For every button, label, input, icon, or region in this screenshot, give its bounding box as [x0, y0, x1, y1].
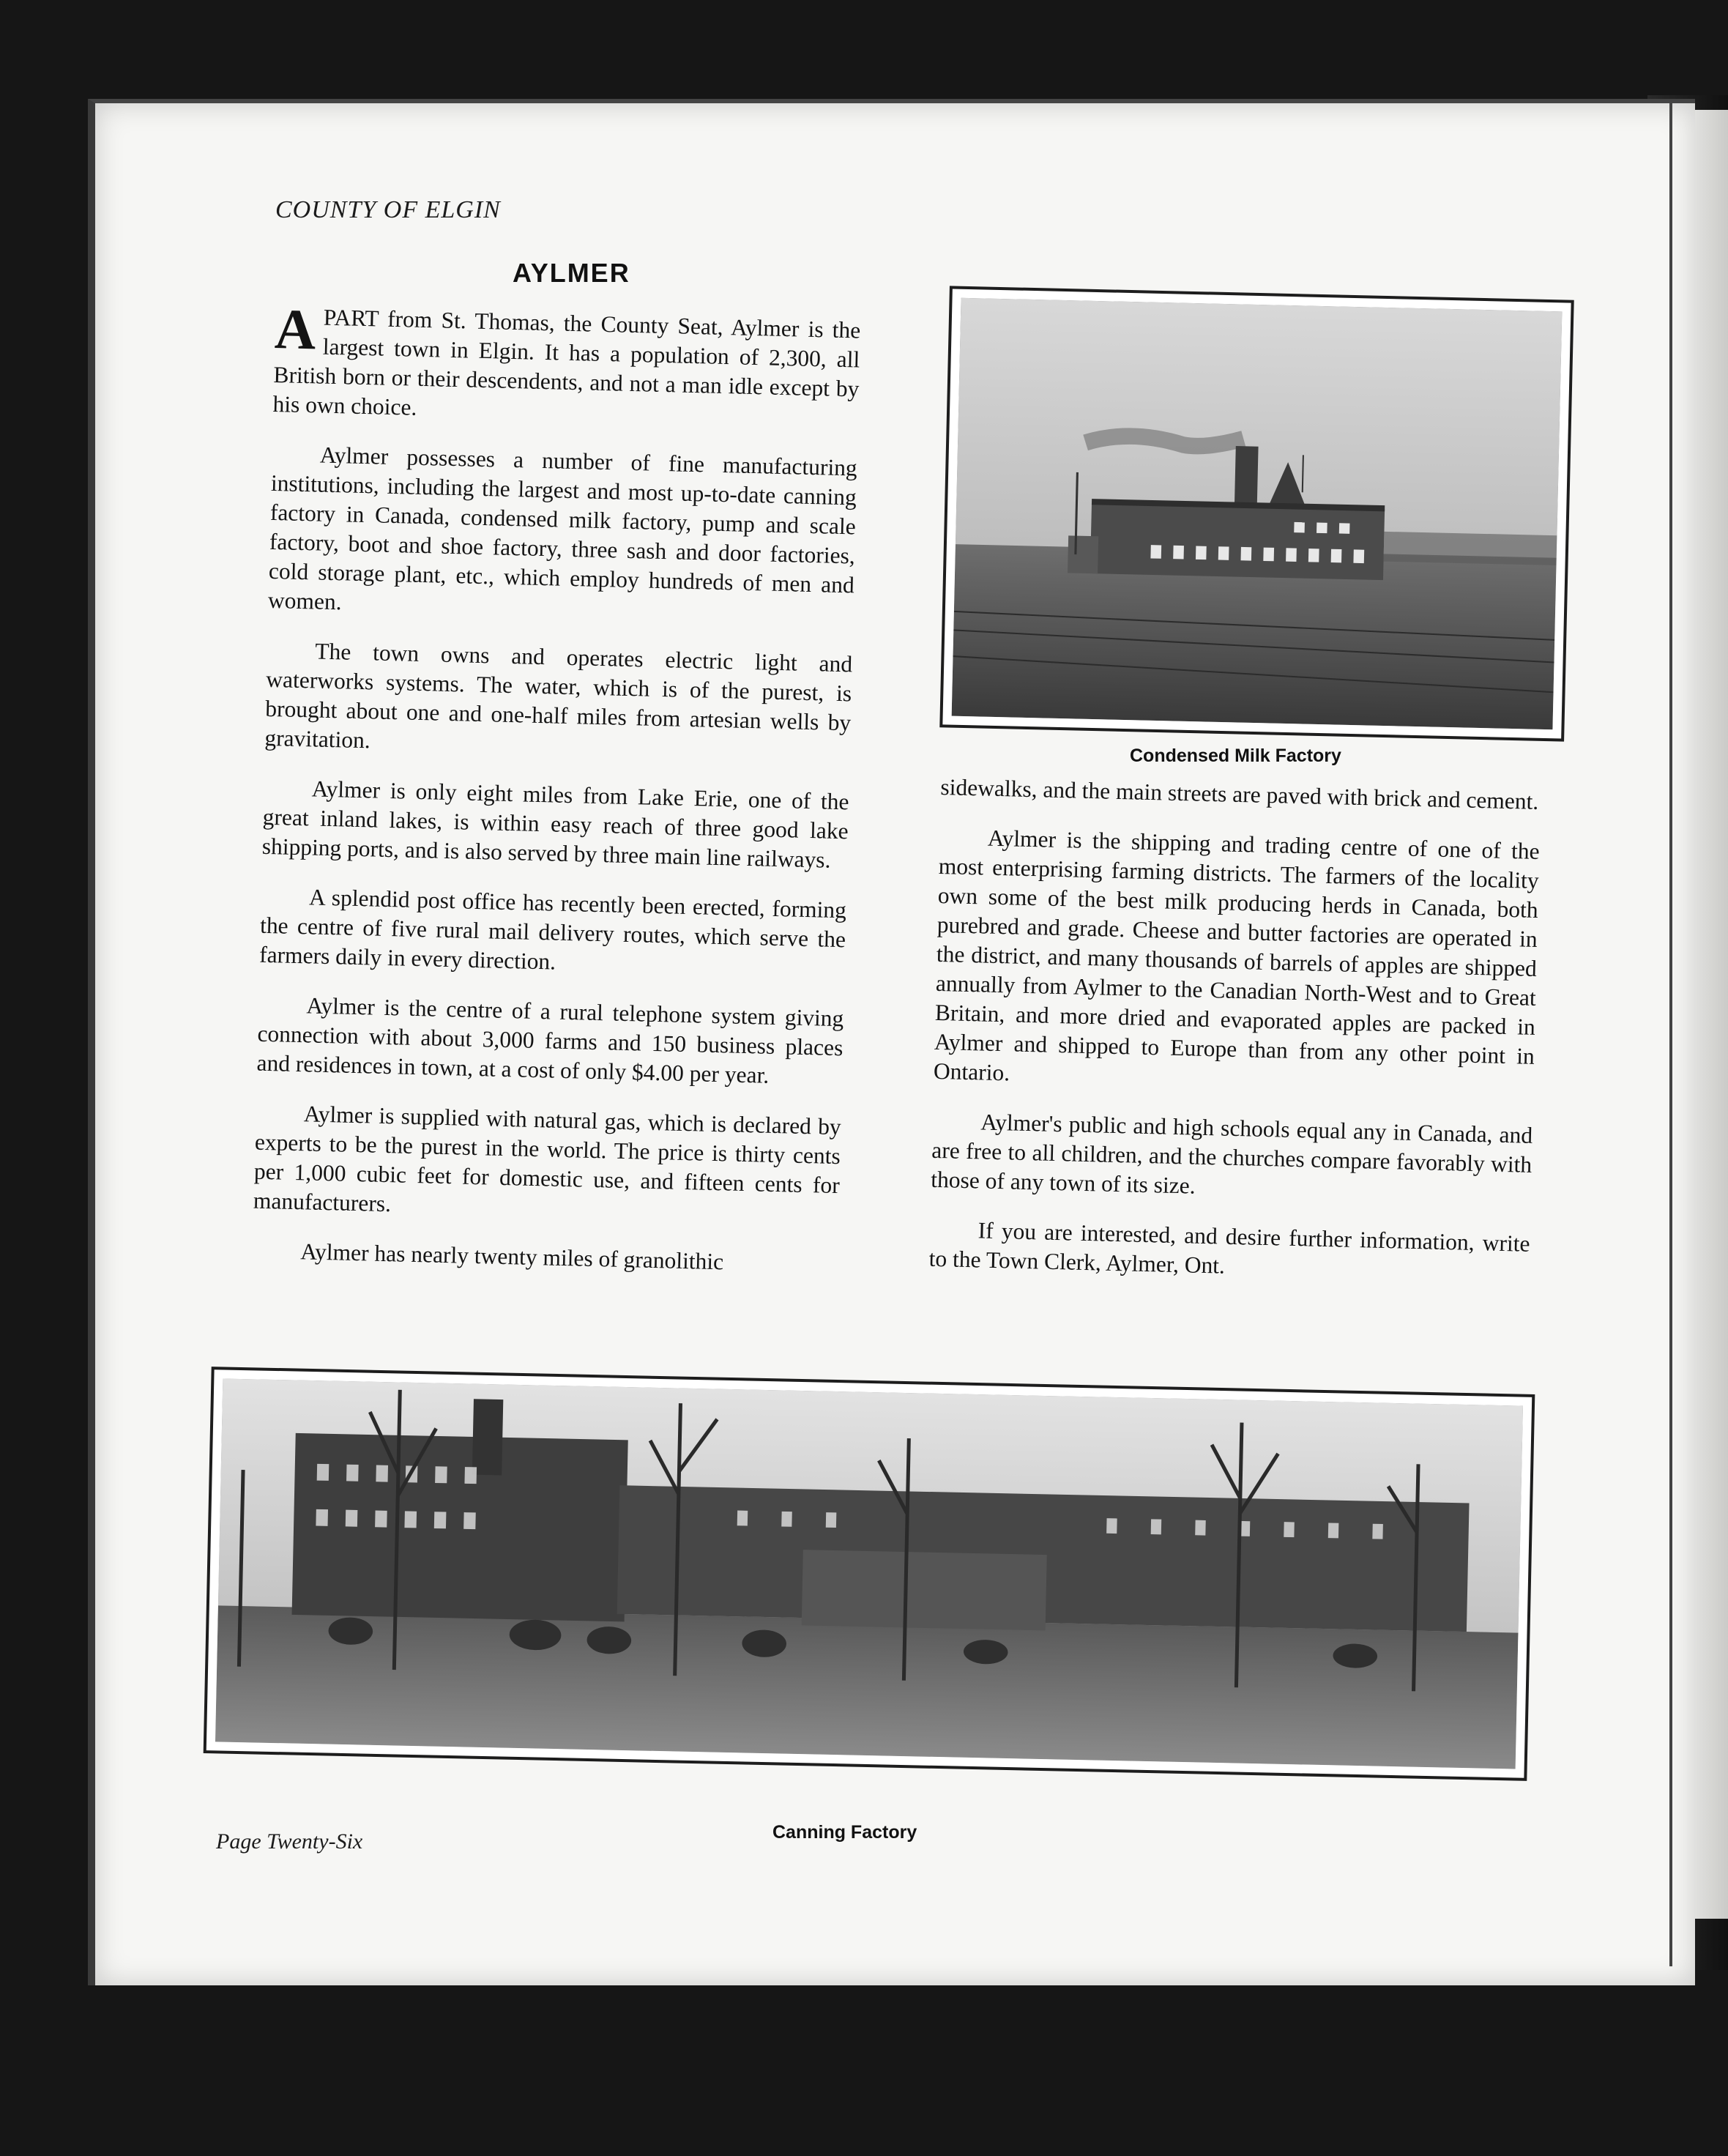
photo-image [952, 298, 1563, 729]
paragraph-text: PART from St. Thomas, the County Seat, Aylmer is the largest town in Elgin. It has a population of 2,300, all British born or their descendents, and not a man idle except by his own choice. [272, 304, 861, 420]
paragraph: Aylmer possesses a number of fine manufacturing institutions, including the largest and most up-to-date canning factory in Canada, condensed milk factory, pump and scale factory, boot and shoe factory, three sash and door factories, cold storage plant, etc., which employ hundreds of men and women. [267, 442, 858, 615]
factory-photo-illustration [952, 298, 1563, 729]
condensed-milk-factory-photo [939, 286, 1574, 741]
right-column [928, 773, 1541, 1309]
photo-caption: Condensed Milk Factory [1130, 746, 1341, 766]
canning-factory-illustration [215, 1378, 1523, 1769]
paragraph: A splendid post office has recently been erected, forming the centre of five rural mail delivery routes, which serve the farmers daily in every direction. [258, 884, 847, 975]
drop-cap: A [274, 297, 317, 362]
paragraph: If you are interested, and desire further information, write to the Town Clerk, Aylmer, Ont. [928, 1217, 1530, 1279]
paragraph: Aylmer is the shipping and trading centre of one of the most enterprising farming districts. The farmers of the locality own some of the best milk producing herds in Canada, both purebred and grade. Cheese and butter factories are operated in the district, and many thousands of barrels of apples are shipped annually from Aylmer to the Canadian North-West and to Great Britain, and more dried and evaporated apples are packed in Aylmer and shipped to Europe than from any other point in Ontario. [933, 825, 1541, 1086]
paragraph: Aylmer's public and high schools equal any in Canada, and are free to all children, and the churches compare favorably with those of any town of its size. [931, 1109, 1533, 1199]
paragraph: Aylmer is supplied with natural gas, which is declared by experts to be the purest in the world. The price is thirty cents per 1,000 cubic feet for domestic use, and fifteen cents for manufacturers. [253, 1101, 842, 1217]
photo-image [215, 1378, 1523, 1769]
running-head: COUNTY OF ELGIN [275, 196, 501, 223]
page-footer: Page Twenty-Six [216, 1829, 363, 1854]
paragraph: sidewalks, and the main streets are paved with brick and cement. [940, 773, 1539, 814]
paragraph: Aylmer is only eight miles from Lake Erie, one of the great inland lakes, is within easy reach of three good lake shipping ports, and is also served by three main line railways. [261, 776, 849, 873]
paragraph: Aylmer is the centre of a rural telephone system giving connection with about 3,000 farms and 150 business places and residences in town, at a cost of only $4.00 per year. [256, 992, 844, 1088]
page-gutter [1669, 99, 1672, 1966]
page-title: AYLMER [513, 258, 630, 288]
paragraph [272, 297, 861, 433]
paragraph: Aylmer has nearly twenty miles of granolithic [299, 1238, 724, 1275]
canning-factory-photo [204, 1367, 1535, 1781]
left-column [251, 297, 861, 1300]
photo-caption: Canning Factory [772, 1822, 917, 1843]
paragraph: The town owns and operates electric light and waterworks systems. The water, which is of the purest, is brought about one and one-half miles from artesian wells by gravitation. [264, 638, 853, 754]
